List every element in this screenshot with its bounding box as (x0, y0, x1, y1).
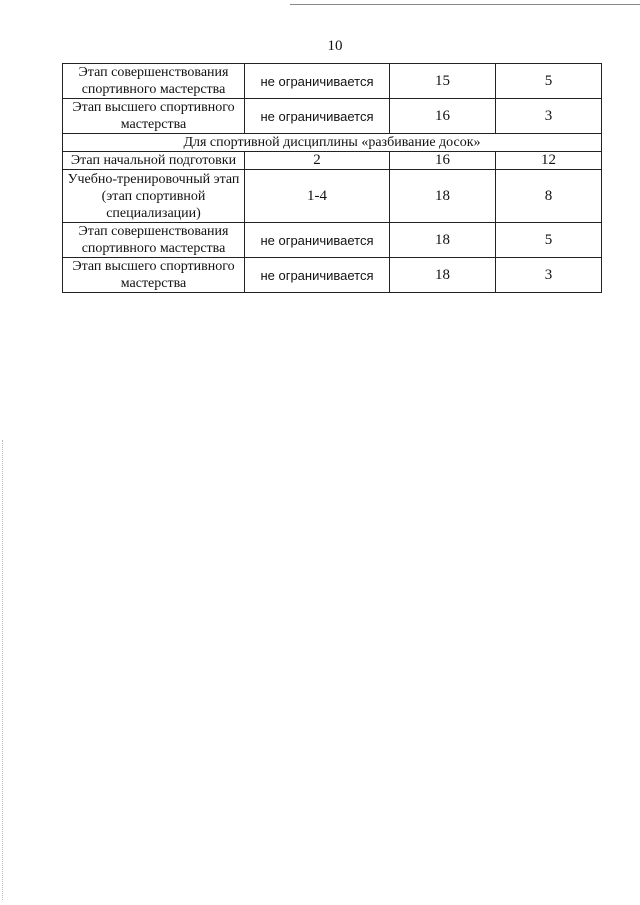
count-cell: 3 (496, 258, 602, 293)
scan-edge-line (290, 4, 640, 5)
min-age-cell: 16 (390, 152, 496, 170)
duration-cell: не ограничивается (245, 99, 390, 134)
stage-cell: Этап высшего спортивного мастерства (63, 99, 245, 134)
training-stages-table (62, 63, 602, 293)
table-row (63, 258, 602, 293)
stage-cell: Этап начальной подготовки (63, 152, 245, 170)
min-age-cell: 15 (390, 64, 496, 99)
table-row (63, 152, 602, 170)
count-cell: 12 (496, 152, 602, 170)
count-cell: 3 (496, 99, 602, 134)
table-row (63, 223, 602, 258)
table-row (63, 64, 602, 99)
count-cell: 5 (496, 64, 602, 99)
stage-cell: Этап совершенствования спортивного мастерства (63, 64, 245, 99)
stage-cell: Этап высшего спортивного мастерства (63, 258, 245, 293)
page-number: 10 (327, 38, 343, 54)
table-row (63, 99, 602, 134)
duration-cell: 1-4 (245, 170, 390, 223)
count-cell: 8 (496, 170, 602, 223)
duration-cell: не ограничивается (245, 223, 390, 258)
scan-margin-line (2, 440, 3, 900)
min-age-cell: 18 (390, 170, 496, 223)
min-age-cell: 18 (390, 258, 496, 293)
section-header-row (63, 134, 602, 152)
duration-cell: 2 (245, 152, 390, 170)
duration-cell: не ограничивается (245, 64, 390, 99)
duration-cell: не ограничивается (245, 258, 390, 293)
stage-cell: Этап совершенствования спортивного мастерства (63, 223, 245, 258)
count-cell: 5 (496, 223, 602, 258)
min-age-cell: 16 (390, 99, 496, 134)
table-row (63, 170, 602, 223)
section-title: Для спортивной дисциплины «разбивание досок» (63, 134, 602, 152)
min-age-cell: 18 (390, 223, 496, 258)
stage-cell: Учебно-тренировочный этап (этап спортивной специализации) (63, 170, 245, 223)
